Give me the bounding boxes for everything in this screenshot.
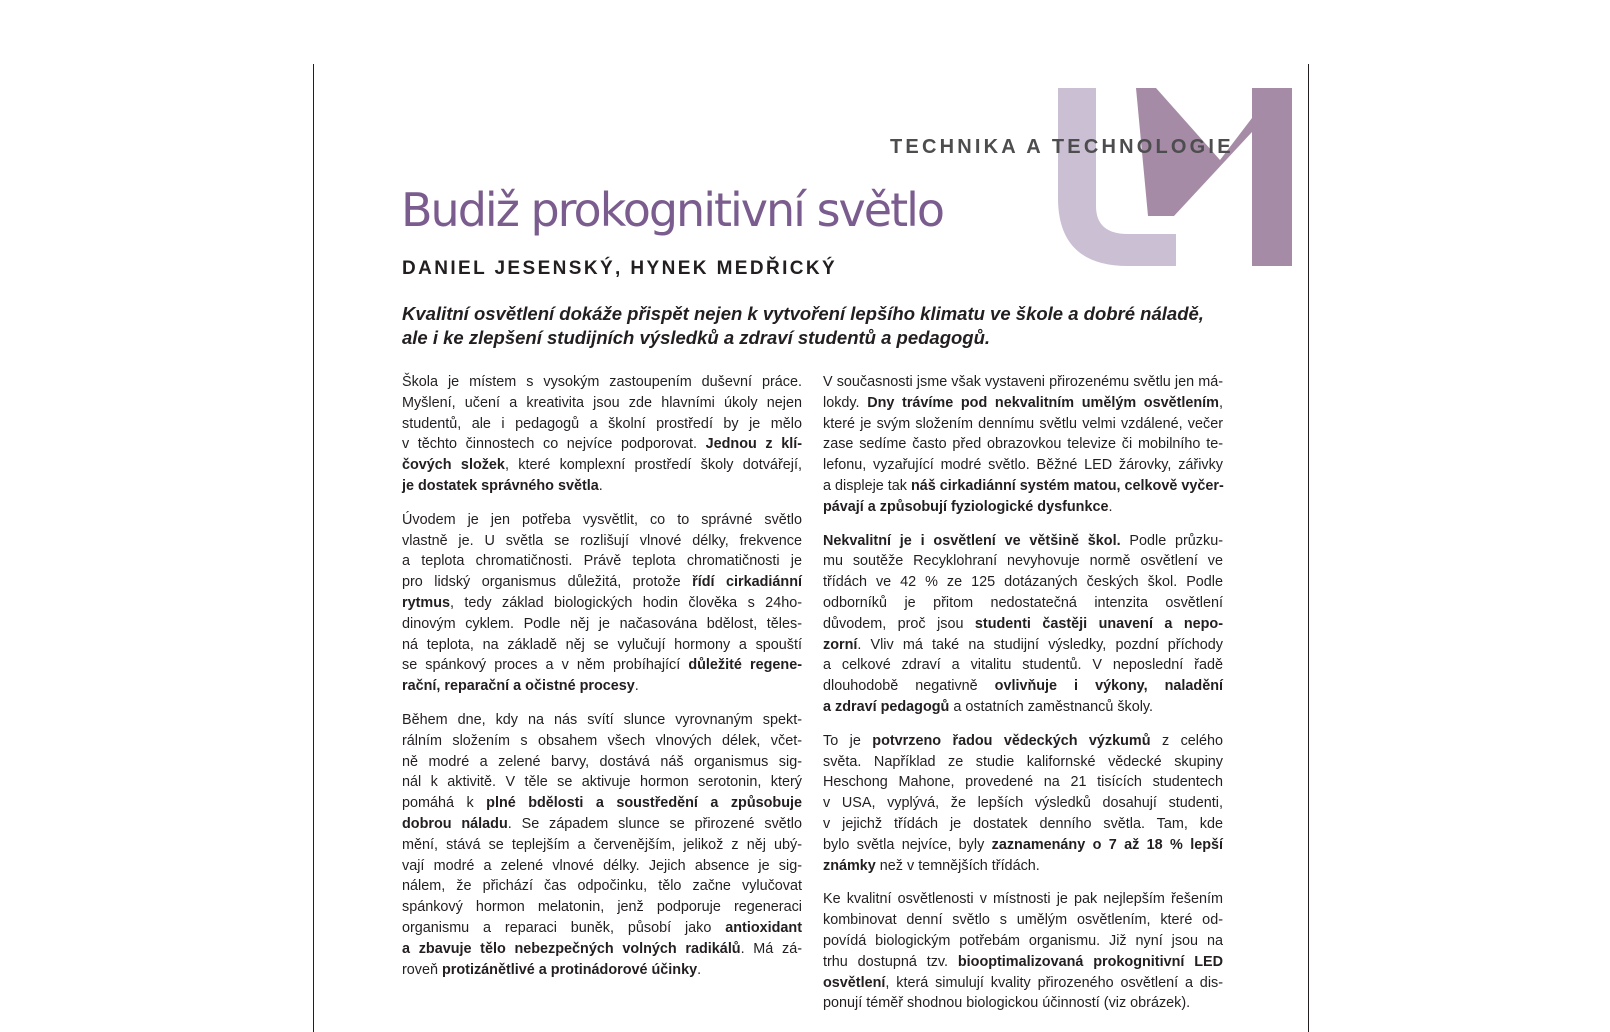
text: . Se západem slunce se přirozené světlo (507, 815, 802, 832)
text: nál k aktivitě. V těle se aktivuje hormon serotonin, který (402, 774, 802, 791)
text-line (402, 455, 802, 476)
bold-text: Nekvalitní je i osvětlení ve většině škol. (823, 532, 1121, 549)
page-border-right (1308, 64, 1309, 1032)
text-line (823, 572, 1223, 593)
text: a teplota chromatičnosti. Právě teplota chromatičnosti je (402, 553, 802, 570)
text: v těchto činnostech co nejvíce podporovat. (402, 436, 706, 453)
bold-text: a zbavuje tělo nebezpečných volných radikálů (402, 940, 741, 957)
bold-text: známky (823, 857, 876, 874)
text: . (634, 678, 639, 695)
bold-text: potvrzeno řadou vědeckých výzkumů (872, 732, 1151, 749)
text: bylo světla nejvíce, byly (823, 836, 992, 853)
text-line (823, 931, 1223, 952)
um-logo-icon (1058, 88, 1292, 266)
paragraph (402, 710, 802, 980)
bold-text: důležité regene- (688, 657, 802, 674)
text: ponují téměř shodnou biologickou účinností (viz obrázek). (823, 995, 1191, 1012)
bold-text: zaznamenány o 7 až 18 % lepší (991, 836, 1223, 853)
text-line (402, 434, 802, 455)
text: . (697, 961, 702, 978)
bold-text: rační, reparační a očistné procesy (402, 678, 635, 695)
text: rálním složením s obsahem všech vlnových délek, včet- (402, 732, 802, 749)
text: třídách ve 42 % ze 125 dotázaných českých škol. Podle (823, 574, 1223, 591)
text-line (823, 814, 1223, 835)
paragraph (823, 372, 1223, 518)
text: z celého (1150, 732, 1223, 749)
text: Podle průzku- (1120, 532, 1223, 549)
text-line (823, 655, 1223, 676)
right-column (823, 372, 1223, 1014)
paragraph (402, 510, 802, 697)
lead-line: Kvalitní osvětlení dokáže přispět nejen k vytvoření lepšího klimatu ve škole a dobré náladě, (402, 303, 1204, 324)
text-line (402, 551, 802, 572)
text: ná teplota, na základě něj se vylučují hormony a spouští (402, 636, 802, 653)
bold-text: biooptimalizovaná prokognitivní LED (957, 953, 1223, 970)
text: . Vliv má také na studijní výsledky, pozdní příchody (857, 636, 1223, 653)
paragraph (823, 889, 1223, 1014)
bold-text: Jednou z klí- (705, 436, 802, 453)
text: . (1108, 498, 1113, 515)
page-border-left (313, 64, 314, 1032)
text-line (823, 635, 1223, 656)
text: ně modré a zelené barvy, dostává náš organismus sig- (402, 753, 802, 770)
text: Myšlení, učení a kreativita jsou zde hlavními úkoly nejen (402, 394, 802, 411)
text: spánkový hormon melatonin, jenž podporuje regeneraci (402, 899, 802, 916)
text: Ke kvalitní osvětlenosti v místnosti je pak nejlepším řešením (823, 891, 1223, 908)
bold-text: Dny trávíme pod nekvalitním umělým osvětlením (867, 394, 1219, 411)
text: , které komplexní prostředí školy dotvářejí, (504, 457, 802, 474)
text: studentů, ale i pedagogů a školní prostředí by je mělo (402, 415, 802, 432)
text: kombinovat denní světlo s umělým osvětlením, které od- (823, 912, 1223, 929)
text: a displeje tak (823, 477, 911, 494)
article-lead (402, 302, 1242, 350)
bold-text: plné bdělosti a soustředění a způsobuje (486, 795, 802, 812)
text: Během dne, kdy na nás svítí slunce vyrovnaným spekt- (402, 711, 802, 728)
paragraph (823, 531, 1223, 718)
text-line (402, 772, 802, 793)
text-line (402, 814, 802, 835)
text: To je (823, 732, 873, 749)
text: trhu dostupná tzv. (823, 953, 958, 970)
text: organismu a reparaci buněk, působí jako (402, 919, 726, 936)
text: pro lidský organismus důležitá, protože (402, 574, 693, 591)
text-line (823, 856, 1223, 877)
text-line (402, 614, 802, 635)
text: , která simulují kvality přirozeného osvětlení a dis- (885, 974, 1223, 991)
text-line (823, 497, 1223, 518)
text-line (402, 752, 802, 773)
text: , tedy základ biologických hodin člověka s 24ho- (450, 594, 802, 611)
text-line (823, 993, 1223, 1014)
bold-text: a zdraví pedagogů (823, 698, 950, 715)
bold-text: dobrou náladu (402, 815, 508, 832)
bold-text: ovlivňuje i výkony, naladění (994, 678, 1223, 695)
text: které je svým složením dennímu světlu velmi vzdálené, večer (823, 415, 1223, 432)
text-line (823, 551, 1223, 572)
text: pomáhá k (402, 795, 487, 812)
text-line (402, 918, 802, 939)
bold-text: řídí cirkadiánní (692, 574, 802, 591)
text-line (402, 372, 802, 393)
text-line (402, 635, 802, 656)
text-line (402, 856, 802, 877)
bold-text: osvětlení (823, 974, 886, 991)
text-line (823, 614, 1223, 635)
lead-line: ale i ke zlepšení studijních výsledků a zdraví studentů a pedagogů. (402, 327, 991, 348)
text: dinovým cyklem. Podle něj je načasována bdělost, těles- (402, 615, 802, 632)
text-line (823, 434, 1223, 455)
text-line (402, 510, 802, 531)
text-line (823, 531, 1223, 552)
text: V současnosti jsme však vystaveni přirozenému světlu jen má- (823, 374, 1223, 390)
text-line (402, 676, 802, 697)
text-line (823, 835, 1223, 856)
text: a celkové zdraví a vitalitu studentů. V neposlední řadě (823, 657, 1223, 674)
text: . (598, 477, 603, 494)
bold-text: protizánětlivé a protinádorové účinky (442, 961, 698, 978)
text: odborníků je přitom nedostatečná intenzita osvětlení (823, 594, 1223, 611)
text-line (823, 476, 1223, 497)
section-label: TECHNIKA A TECHNOLOGIE (890, 136, 1234, 158)
text-line (402, 393, 802, 414)
text: mu soutěže Recyklohraní nevyhovuje normě osvětlení ve (823, 553, 1223, 570)
text: roveň (402, 961, 442, 978)
paragraph (402, 372, 802, 497)
text-line (823, 593, 1223, 614)
text-line (402, 731, 802, 752)
text: Úvodem je jen potřeba vysvětlit, co to správné světlo (402, 511, 802, 528)
text-line (823, 455, 1223, 476)
text: . Má zá- (740, 940, 802, 957)
text: lefonu, vyzařující modré světlo. Běžné LED žárovky, zářivky (823, 457, 1223, 474)
text: mění, stává se teplejším a červenějším, jelikož z něj ubý- (402, 836, 802, 853)
text: než v temnějších třídách. (875, 857, 1040, 874)
text-line (402, 876, 802, 897)
text: v jejichž třídách je dostatek denního světla. Tam, kde (823, 815, 1223, 832)
text-line (823, 393, 1223, 414)
text: nálem, že přichází čas odpočinku, tělo začne vylučovat (402, 878, 802, 895)
bold-text: antioxidant (725, 919, 802, 936)
article-authors: DANIEL JESENSKÝ, HYNEK MEDŘICKÝ (402, 258, 838, 279)
bold-text: je dostatek správného světla (402, 477, 599, 494)
text: , (1218, 394, 1223, 411)
text-line (823, 910, 1223, 931)
bold-text: zorní (823, 636, 858, 653)
text-line (823, 889, 1223, 910)
text-line (823, 697, 1223, 718)
text-line (402, 710, 802, 731)
text: Heschong Mahone, provedené na 21 tisících studentech (823, 774, 1223, 791)
text-line (823, 372, 1223, 393)
text: v USA, vyplývá, že lepších výsledků dosahují studenti, (823, 795, 1223, 812)
text-line (823, 676, 1223, 697)
text-line (402, 476, 802, 497)
text-line (402, 593, 802, 614)
paragraph (823, 731, 1223, 877)
text: se spánkový proces a v něm probíhající (402, 657, 689, 674)
text-line (823, 731, 1223, 752)
text-line (823, 772, 1223, 793)
left-column (402, 372, 802, 980)
text: zase sedíme často před obrazovkou televize či mobilního te- (823, 436, 1223, 453)
text: a ostatních zaměstnanců školy. (949, 698, 1154, 715)
text: světa. Například ze studie kalifornské vědecké skupiny (823, 753, 1223, 770)
text-line (823, 414, 1223, 435)
text: lokdy. (823, 394, 868, 411)
text-line (402, 531, 802, 552)
article-title: Budiž prokognitivní světlo (401, 183, 944, 237)
text-line (823, 973, 1223, 994)
text: Škola je místem s vysokým zastoupením duševní práce. (402, 374, 802, 390)
text-line (402, 655, 802, 676)
bold-text: pávají a způsobují fyziologické dysfunkce (823, 498, 1109, 515)
bold-text: rytmus (402, 594, 450, 611)
bold-text: náš cirkadiánní systém matou, celkově vyčer- (911, 477, 1224, 494)
text-line (823, 952, 1223, 973)
text-line (402, 939, 802, 960)
text: povídá biologickým potřebám organismu. Již nyní jsou na (823, 932, 1223, 949)
text-line (402, 897, 802, 918)
bold-text: studenti častěji unavení a nepo- (974, 615, 1223, 632)
bold-text: čových složek (402, 457, 505, 474)
text: vají modré a zelené vlnové délky. Jejich absence je sig- (402, 857, 802, 874)
text: důvodem, proč jsou (823, 615, 975, 632)
text: vlastně je. U světla se rozlišují vlnové délky, frekvence (402, 532, 802, 549)
text-line (823, 793, 1223, 814)
text-line (402, 414, 802, 435)
text-line (823, 752, 1223, 773)
text: dlouhodobě negativně (823, 678, 995, 695)
text-line (402, 835, 802, 856)
text-line (402, 960, 802, 981)
text-line (402, 572, 802, 593)
text-line (402, 793, 802, 814)
